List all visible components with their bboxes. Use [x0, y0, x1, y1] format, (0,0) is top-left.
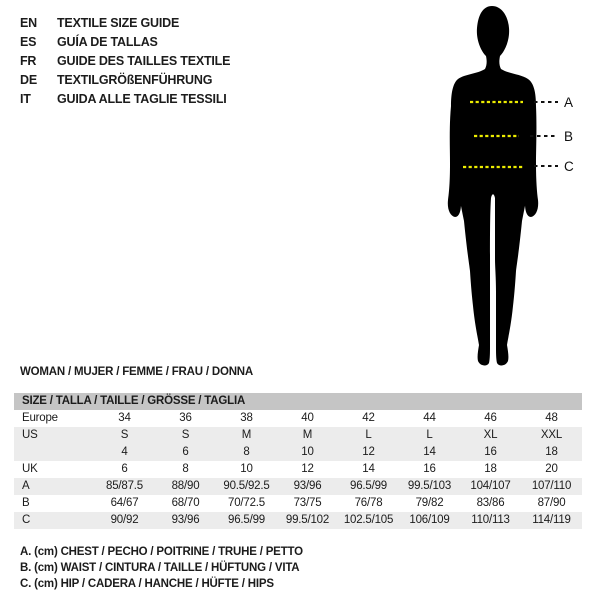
language-guide-title: TEXTILGRÖßENFÜHRUNG [57, 72, 213, 87]
size-cell: 114/119 [532, 514, 571, 526]
size-cell: 38 [240, 412, 253, 424]
size-cell: 34 [118, 412, 131, 424]
size-cell: 79/82 [415, 497, 444, 509]
size-cell: 107/110 [531, 480, 572, 492]
size-cell: 102.5/105 [343, 514, 394, 526]
language-title-list [20, 13, 230, 108]
language-row [20, 32, 230, 51]
size-cell: 6 [121, 463, 128, 475]
size-cell: 10 [301, 446, 314, 458]
language-row [20, 70, 230, 89]
language-code: DE [20, 72, 37, 87]
size-cell: 87/90 [537, 497, 566, 509]
size-cell: 83/86 [476, 497, 505, 509]
language-code: IT [20, 91, 31, 106]
language-guide-title: GUIDE DES TAILLES TEXTILE [57, 53, 231, 68]
size-cell: 76/78 [354, 497, 383, 509]
size-cell: 12 [301, 463, 314, 475]
size-cell: 40 [301, 412, 314, 424]
woman-table-title: WOMAN / MUJER / FEMME / FRAU / DONNA [20, 366, 254, 378]
size-cell: 8 [182, 463, 189, 475]
size-cell: S [120, 429, 129, 441]
size-cell: 99.5/103 [407, 480, 452, 492]
size-cell: M [241, 429, 252, 441]
size-cell: 14 [362, 463, 375, 475]
size-cell: L [426, 429, 433, 441]
table-row [14, 461, 582, 478]
measure-label-a: A [564, 95, 574, 110]
legend-line: A. (cm) CHEST / PECHO / POITRINE / TRUHE / PETTO [20, 546, 303, 558]
size-cell: 12 [362, 446, 375, 458]
language-row [20, 51, 230, 70]
size-cell: 18 [545, 446, 558, 458]
language-code: ES [20, 34, 37, 49]
size-cell: 93/96 [293, 480, 322, 492]
size-table [14, 393, 582, 529]
size-cell: XXL [540, 429, 563, 441]
size-cell: 64/67 [110, 497, 139, 509]
size-cell: 110/113 [471, 514, 510, 526]
size-table-body [14, 410, 582, 529]
size-cell: 48 [545, 412, 558, 424]
size-cell: 46 [484, 412, 497, 424]
table-row [14, 444, 582, 461]
size-cell: 93/96 [171, 514, 200, 526]
size-cell: 104/107 [470, 480, 511, 492]
woman-silhouette [448, 6, 538, 365]
size-cell: 85/87.5 [106, 480, 143, 492]
measure-label-c: C [564, 159, 574, 174]
table-row [14, 410, 582, 427]
size-cell: 14 [423, 446, 436, 458]
size-cell: 20 [545, 463, 558, 475]
size-cell: 73/75 [293, 497, 322, 509]
size-cell: 99.5/102 [285, 514, 330, 526]
language-code: EN [20, 15, 37, 30]
size-cell: 88/90 [171, 480, 200, 492]
table-row [14, 478, 582, 495]
row-label: Europe [22, 412, 58, 424]
language-row [20, 89, 230, 108]
size-cell: 8 [243, 446, 250, 458]
measurement-legend [20, 544, 303, 592]
size-cell: 16 [423, 463, 436, 475]
language-guide-title: GUÍA DE TALLAS [57, 34, 158, 49]
size-cell: 44 [423, 412, 436, 424]
size-cell: 10 [240, 463, 253, 475]
size-cell: 68/70 [171, 497, 200, 509]
size-cell: M [302, 429, 313, 441]
language-guide-title: TEXTILE SIZE GUIDE [57, 15, 180, 30]
row-label: UK [22, 463, 38, 475]
size-cell: 6 [182, 446, 189, 458]
size-cell: L [365, 429, 372, 441]
row-label [14, 444, 94, 461]
legend-line: C. (cm) HIP / CADERA / HANCHE / HÜFTE / HIPS [20, 578, 274, 590]
size-cell: XL [483, 429, 498, 441]
table-row [14, 495, 582, 512]
language-row [20, 13, 230, 32]
size-cell: 18 [484, 463, 497, 475]
size-cell: 42 [362, 412, 375, 424]
size-cell: 16 [484, 446, 497, 458]
row-label: A [22, 480, 30, 492]
legend-line: B. (cm) WAIST / CINTURA / TAILLE / HÜFTUNG / VITA [20, 562, 300, 574]
size-cell: 36 [179, 412, 192, 424]
row-label: B [22, 497, 30, 509]
language-code: FR [20, 53, 37, 68]
size-table-header: SIZE / TALLA / TAILLE / GRÖSSE / TAGLIA [14, 393, 582, 410]
woman-silhouette-figure [430, 0, 600, 380]
size-cell: 96.5/99 [350, 480, 387, 492]
row-label: US [22, 429, 38, 441]
size-cell: 96.5/99 [228, 514, 265, 526]
size-cell: 106/109 [409, 514, 450, 526]
language-guide-title: GUIDA ALLE TAGLIE TESSILI [57, 91, 227, 106]
size-cell: 4 [121, 446, 128, 458]
size-cell: 90.5/92.5 [223, 480, 270, 492]
size-cell: 90/92 [110, 514, 139, 526]
table-row [14, 427, 582, 444]
size-cell: 70/72.5 [228, 497, 265, 509]
size-cell: S [181, 429, 190, 441]
measure-label-b: B [564, 129, 574, 144]
table-row [14, 512, 582, 529]
row-label: C [22, 514, 31, 526]
